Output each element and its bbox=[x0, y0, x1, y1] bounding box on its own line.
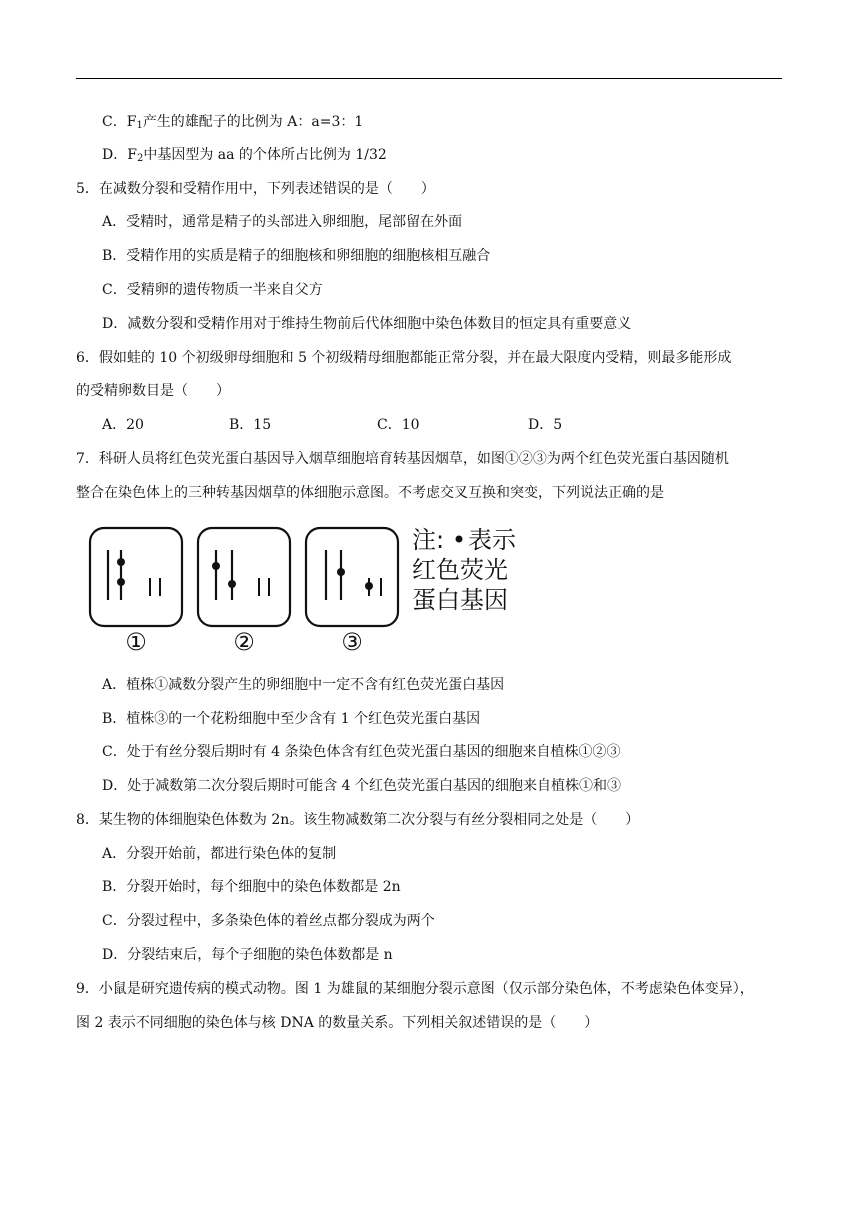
q8-option-c[interactable]: C．分裂过程中，多条染色体的着丝点都分裂成为两个 bbox=[102, 913, 435, 929]
cell-label-2: ② bbox=[233, 628, 255, 656]
chromosome-diagram bbox=[86, 522, 526, 656]
q6-option-b[interactable]: B．15 bbox=[229, 417, 272, 433]
q5-stem: 5．在减数分裂和受精作用中，下列表述错误的是（ ） bbox=[76, 181, 435, 197]
q7-option-a[interactable]: A．植株①减数分裂产生的卵细胞中一定不含有红色荧光蛋白基因 bbox=[102, 677, 505, 693]
cell-label-1: ① bbox=[125, 628, 147, 656]
q7-option-c[interactable]: C．处于有丝分裂后期时有 4 条染色体含有红色荧光蛋白基因的细胞来自植株①②③ bbox=[102, 744, 621, 760]
q5-option-d[interactable]: D．减数分裂和受精作用对于维持生物前后代体细胞中染色体数目的恒定具有重要意义 bbox=[102, 316, 632, 332]
q6-stem-line2: 的受精卵数目是（ ） bbox=[76, 383, 230, 399]
q9-stem-line1: 9．小鼠是研究遗传病的模式动物。图 1 为雄鼠的某细胞分裂示意图（仅示部分染色体，不考虑染色体变异）， bbox=[76, 981, 754, 997]
q7-stem-line2: 整合在染色体上的三种转基因烟草的体细胞示意图。不考虑交叉互换和突变，下列说法正确的是 bbox=[76, 485, 664, 501]
gene-dot bbox=[337, 568, 345, 576]
cell-label-3: ③ bbox=[341, 628, 363, 656]
note-line2: 红色荧光 bbox=[412, 556, 508, 584]
q9-stem-line2: 图 2 表示不同细胞的染色体与核 DNA 的数量关系。下列相关叙述错误的是（ ） bbox=[76, 1015, 599, 1031]
q5-option-c[interactable]: C．受精卵的遗传物质一半来自父方 bbox=[102, 282, 323, 298]
q6-stem-line1: 6．假如蛙的 10 个初级卵母细胞和 5 个初级精母细胞都能正常分裂，并在最大限度内受精，则最多能形成 bbox=[76, 350, 732, 366]
q7-stem-line1: 7．科研人员将红色荧光蛋白基因导入烟草细胞培育转基因烟草，如图①②③为两个红色荧光蛋白基因随机 bbox=[76, 451, 729, 467]
q7-figure bbox=[86, 522, 526, 656]
cell-2 bbox=[198, 528, 290, 626]
q5-option-a[interactable]: A．受精时，通常是精子的头部进入卵细胞，尾部留在外面 bbox=[102, 214, 463, 230]
q8-option-a[interactable]: A．分裂开始前，都进行染色体的复制 bbox=[102, 846, 337, 862]
q4-option-c[interactable]: C．$F_1$产生的雄配子的比例为 A：a=3：1 bbox=[102, 114, 364, 131]
header-rule bbox=[76, 78, 782, 79]
gene-dot bbox=[365, 582, 373, 590]
note-dot-icon bbox=[456, 536, 463, 543]
q6-option-d[interactable]: D．5 bbox=[528, 417, 563, 433]
q8-option-d[interactable]: D．分裂结束后，每个子细胞的染色体数都是 n bbox=[102, 947, 393, 963]
q5-option-b[interactable]: B．受精作用的实质是精子的细胞核和卵细胞的细胞核相互融合 bbox=[102, 248, 491, 264]
note-prefix: 注: bbox=[412, 526, 445, 554]
q6-option-c[interactable]: C．10 bbox=[377, 417, 420, 433]
cell-1 bbox=[90, 528, 182, 626]
note-line3: 蛋白基因 bbox=[412, 586, 508, 614]
note-tail: 表示 bbox=[468, 526, 516, 554]
q4-option-d[interactable]: D．$F_2$中基因型为 aa 的个体所占比例为 1/32 bbox=[102, 147, 387, 164]
q7-option-b[interactable]: B．植株③的一个花粉细胞中至少含有 1 个红色荧光蛋白基因 bbox=[102, 711, 481, 727]
gene-dot bbox=[117, 578, 125, 586]
gene-dot bbox=[212, 562, 220, 570]
cell-3 bbox=[306, 528, 398, 626]
q8-stem: 8．某生物的体细胞染色体数为 2n。该生物减数第二次分裂与有丝分裂相同之处是（ ） bbox=[76, 812, 640, 828]
gene-dot bbox=[117, 558, 125, 566]
q7-option-d[interactable]: D．处于减数第二次分裂后期时可能含 4 个红色荧光蛋白基因的细胞来自植株①和③ bbox=[102, 778, 622, 794]
gene-dot bbox=[228, 580, 236, 588]
q6-option-a[interactable]: A．20 bbox=[102, 417, 144, 433]
q8-option-b[interactable]: B．分裂开始时，每个细胞中的染色体数都是 2n bbox=[102, 879, 401, 895]
